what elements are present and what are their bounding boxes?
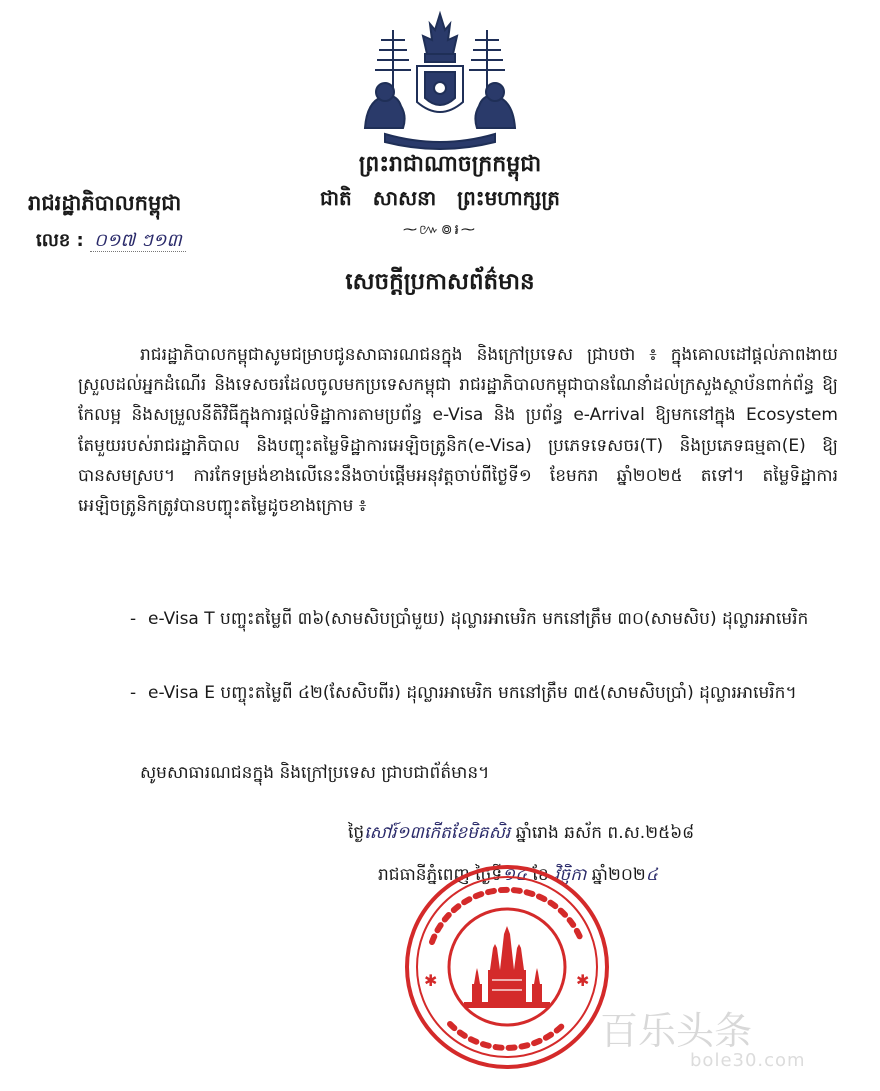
year-handwritten: ៤	[645, 865, 658, 885]
issuing-government: រាជរដ្ឋាភិបាលកម្ពុជា	[28, 191, 182, 215]
national-motto: ជាតិ សាសនា ព្រះមហាក្សត្រ	[320, 186, 560, 210]
svg-text:✱: ✱	[424, 971, 438, 990]
kingdom-name: ព្រះរាជាណាចក្រកម្ពុជា	[358, 152, 542, 177]
lunar-suffix: ឆ្នាំរោង ឆស័ក ព.ស.២៥៦៨	[515, 823, 695, 843]
official-seal-icon	[402, 862, 612, 1072]
bullet-text: e-Visa T បញ្ចុះតម្លៃពី ៣៦(សាមសិបប្រាំមួយ) ដុល្លារអាមេរិក មកនៅត្រឹម ៣០(សាមសិប) ដុល្លារអាមេរិក	[148, 609, 809, 629]
closing-sentence: សូមសាធារណជនក្នុង និងក្រៅប្រទេស ជ្រាបជាព័ត៌មាន។	[140, 763, 490, 783]
royal-coat-of-arms-icon	[345, 10, 535, 150]
lunar-prefix: ថ្ងៃ	[348, 823, 365, 843]
announcement-paragraph: រាជរដ្ឋាភិបាលកម្ពុជាសូមជម្រាបជូនសាធារណជនក្នុង និងក្រៅប្រទេស ជ្រាបថា ៖ ក្នុងគោលដៅផ្ដល់ភាពងាយស្រួលដល់អ្នកដំណើរ និងទេសចរដែលចូលមកប្រទេសកម្ពុជា រាជរដ្ឋាភិបាលកម្ពុជាបានណែនាំដល់ក្រសួងស្ថាប័នពាក់ព័ន្ធ ឱ្យកែលម្អ និងសម្រួលនីតិវិធីក្នុងការផ្ដល់ទិដ្ឋាការតាមប្រព័ន្ធ e-Visa និង ប្រព័ន្ធ e-Arrival ឱ្យមកនៅក្នុង Ecosystem តែមួយរបស់រាជរដ្ឋាភិបាល និងបញ្ចុះតម្លៃទិដ្ឋាការអេឡិចត្រូនិក(e-Visa) ប្រភេទទេសចរ(T) និងប្រភេទធម្មតា(E) ឱ្យបានសមស្រប។ ការកែទម្រង់ខាងលើនេះនឹងចាប់ផ្ដើមអនុវត្តចាប់ពីថ្ងៃទី១ ខែមករា ឆ្នាំ២០២៥ តទៅ។ តម្លៃទិដ្ឋាការអេឡិចត្រូនិកត្រូវបានបញ្ចុះតម្លៃដូចខាងក្រោម ៖	[78, 345, 838, 517]
lunar-date-line	[348, 822, 694, 847]
list-item	[130, 677, 830, 710]
reference-number: ០១៧ ៗ១៣	[90, 230, 186, 252]
reference-line	[36, 228, 186, 255]
day-handwritten: ១៤	[502, 865, 528, 885]
month-label: ខែ	[532, 865, 549, 885]
watermark-logo: 百乐头条	[600, 1009, 753, 1053]
lunar-handwritten: សៅរ៍១៣កើតខែមិគសិរ	[364, 823, 511, 843]
city-prefix: រាជធានីភ្នំពេញ ថ្ងៃទី	[378, 865, 503, 885]
bullet-marker: -	[130, 609, 137, 629]
divider-ornament: ⁓៚៙៛⁓	[403, 222, 477, 238]
reference-label: លេខ :	[36, 230, 84, 251]
year-label: ឆ្នាំ២០២	[591, 865, 646, 885]
bullet-text: e-Visa E បញ្ចុះតម្លៃពី ៤២(សែសិបពីរ) ដុល្លារអាមេរិក មកនៅត្រឹម ៣៥(សាមសិបប្រាំ) ដុល្លារអាមេរិក។	[148, 683, 797, 703]
month-handwritten: វិច្ឆិកា	[554, 865, 587, 885]
watermark-url: bole30.com	[690, 1050, 806, 1071]
list-item	[130, 603, 830, 636]
svg-text:✱: ✱	[576, 971, 590, 990]
document-title: សេចក្តីប្រកាសព័ត៌មាន	[345, 269, 535, 295]
bullet-marker: -	[130, 683, 137, 703]
